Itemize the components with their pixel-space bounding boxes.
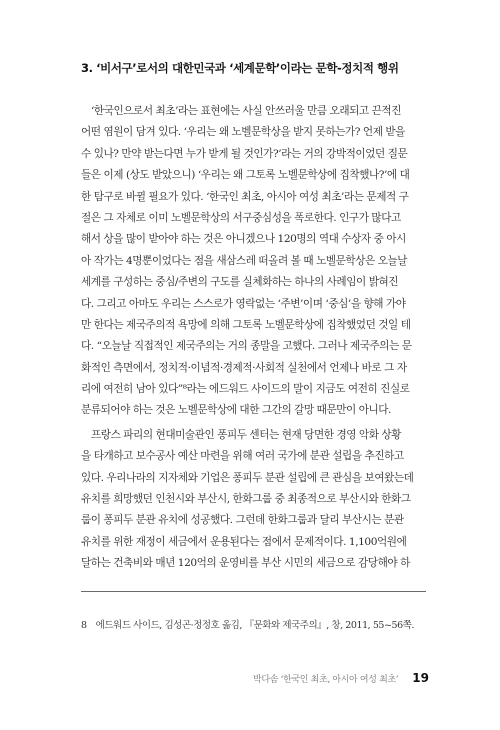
body-line: 들은 이제 (상도 받았으니) ‘우리는 왜 그토록 노벨문학상에 집착했나?’에 대 (81, 169, 410, 182)
page-number: 19 (412, 671, 429, 685)
body-line: 유치를 희망했던 인천시와 부산시, 한화그룹 중 최종적으로 부산시와 한화그 (81, 493, 411, 506)
body-line: 아 작가는 4명뿐이었다는 점을 새삼스레 떠올려 볼 때 노벨문학상은 오늘날 (81, 254, 408, 267)
running-title: 박다솜 ‘한국인 최초, 아시아 여성 최초’ (253, 675, 399, 685)
footnote: 8 에드워드 사이드, 김성곤·정정호 옮김, 『문화와 제국주의』, 창, 2011, 55~56쪽. (81, 620, 415, 631)
body-line: 있다. 우리나라의 지자체와 기업은 퐁피두 분관 설립에 큰 관심을 보여왔는데 (81, 471, 414, 484)
body-line: 한 탐구로 바뀔 필요가 있다. ‘한국인 최초, 아시아 여성 최초’라는 문제적 구 (81, 190, 409, 203)
section-heading: 3. ‘비서구’로서의 대한민국과 ‘세계문학’이라는 문학-정치적 행위 (81, 61, 399, 75)
body-text (81, 101, 426, 575)
body-line: 절은 그 자체로 이미 노벨문학상의 서구중심성을 폭로한다. 인구가 많다고 (81, 211, 401, 224)
page-footer (253, 671, 429, 687)
body-line: 화적인 측면에서, 정치적·이념적·경제적·사회적 실천에서 언제나 바로 그 자 (81, 361, 407, 374)
body-line: 세계를 구성하는 중심/주변의 구도를 실체화하는 하나의 사례임이 밝혀진 (81, 276, 399, 289)
body-line: 유치를 위한 재정이 세금에서 운용된다는 점에서 문제적이다. 1,100억원에 (81, 535, 407, 548)
body-line: 을 타개하고 보수공사 예산 마련을 위해 여러 국가에 분관 설립을 추진하고 (81, 450, 404, 463)
body-line: 리에 여전히 남아 있다”⁸라는 에드워드 사이드의 말이 지금도 여전히 진실로 (81, 383, 410, 396)
body-line: 달하는 건축비와 매년 120억의 운영비를 부산 시민의 세금으로 감당해야 하 (81, 557, 410, 570)
body-line: 분류되어야 하는 것은 노벨문학상에 대한 그간의 갈망 때문만이 아니다. (81, 404, 391, 417)
body-line: 해서 상을 많이 받아야 하는 것은 아니겠으나 120명의 역대 수상자 중 아시 (81, 233, 406, 246)
body-line: 다. 그리고 아마도 우리는 스스로가 영락없는 ‘주변’이며 ‘중심’을 향해 가야 (81, 297, 406, 310)
body-line: 다. “오늘날 직접적인 제국주의는 거의 종말을 고했다. 그러나 제국주의는 문 (81, 340, 412, 353)
body-line: 프랑스 파리의 현대미술관인 퐁피두 센터는 현재 당면한 경영 악화 상황 (91, 428, 401, 441)
body-line: ‘한국인으로서 최초’라는 표현에는 사실 안쓰러울 만큼 오래되고 끈적진 (91, 105, 401, 117)
body-line: 룹이 퐁피두 분관 유치에 성공했다. 그런데 한화그룹과 달리 부산시는 분관 (81, 514, 404, 527)
footnote-divider (81, 591, 426, 592)
body-line: 만 한다는 제국주의적 욕망에 의해 그토록 노벨문학상에 집착했었던 것일 테 (81, 318, 411, 331)
body-line: 어떤 염원이 담겨 있다. ‘우리는 왜 노벨문학상을 받지 못하는가? 언제 받을 (81, 126, 405, 139)
body-line: 수 있나? 만약 받는다면 누가 받게 될 것인가?’라는 거의 강박적이었던 질문 (81, 147, 408, 160)
